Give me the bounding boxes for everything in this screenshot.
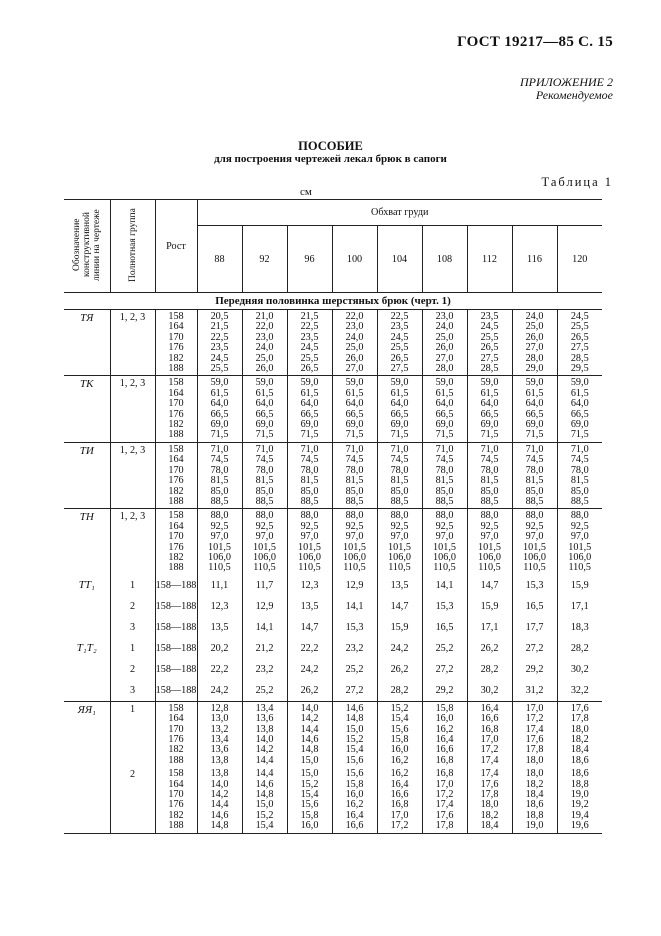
measure-value: 15,2 15,4 15,6 15,8 16,0 16,2 — [377, 701, 422, 767]
fullness-group: 2 — [110, 596, 155, 617]
measure-value: 88,0 92,5 97,0 101,5 106,0 110,5 — [467, 509, 512, 575]
measure-value: 59,0 61,5 64,0 66,5 69,0 71,5 — [557, 376, 602, 442]
measure-value: 59,0 61,5 64,0 66,5 69,0 71,5 — [242, 376, 287, 442]
measure-value: 28,2 — [557, 638, 602, 659]
height-values: 158—188 — [155, 659, 197, 680]
line-designation — [64, 767, 110, 833]
measure-value: 16,5 — [422, 617, 467, 638]
measure-value: 30,2 — [467, 680, 512, 702]
fullness-group: 1, 2, 3 — [110, 509, 155, 575]
line-designation — [64, 680, 110, 702]
measure-value: 15,9 — [467, 596, 512, 617]
line-designation — [64, 659, 110, 680]
measure-value: 13,4 13,6 13,8 14,0 14,2 14,4 — [242, 701, 287, 767]
measure-value: 12,3 — [287, 575, 332, 596]
measure-value: 59,0 61,5 64,0 66,5 69,0 71,5 — [197, 376, 242, 442]
measure-value: 71,0 74,5 78,0 81,5 85,0 88,5 — [287, 442, 332, 508]
measure-value: 12,9 — [242, 596, 287, 617]
table-row — [64, 509, 602, 575]
measure-value: 31,2 — [512, 680, 557, 702]
measure-value: 59,0 61,5 64,0 66,5 69,0 71,5 — [512, 376, 557, 442]
measure-value: 16,8 17,0 17,2 17,4 17,6 17,8 — [422, 767, 467, 833]
measure-value: 17,1 — [467, 617, 512, 638]
measure-value: 23,2 — [332, 638, 377, 659]
chest-col-96: 96 — [287, 226, 332, 293]
height-values: 158 164 170 176 182 188 — [155, 376, 197, 442]
measure-value: 88,0 92,5 97,0 101,5 106,0 110,5 — [557, 509, 602, 575]
col-designation-label: Обозначение конструктивной линии на чертеже — [71, 208, 102, 281]
measure-value: 17,1 — [557, 596, 602, 617]
measure-value: 23,5 24,5 25,5 26,5 27,5 28,5 — [467, 310, 512, 376]
measure-value: 15,9 — [557, 575, 602, 596]
measure-value: 15,8 16,0 16,2 16,4 16,6 16,8 — [422, 701, 467, 767]
col-fullness — [110, 200, 155, 293]
height-values: 158—188 — [155, 596, 197, 617]
measure-value: 88,0 92,5 97,0 101,5 106,0 110,5 — [512, 509, 557, 575]
gost-page-number: ГОСТ 19217—85 С. 15 — [457, 34, 613, 50]
measure-value: 27,2 — [332, 680, 377, 702]
chest-col-116: 116 — [512, 226, 557, 293]
measure-value: 18,3 — [557, 617, 602, 638]
measure-value: 71,0 74,5 78,0 81,5 85,0 88,5 — [332, 442, 377, 508]
height-values: 158—188 — [155, 617, 197, 638]
measure-value: 59,0 61,5 64,0 66,5 69,0 71,5 — [332, 376, 377, 442]
measure-value: 18,6 18,8 19,0 19,2 19,4 19,6 — [557, 767, 602, 833]
measure-value: 71,0 74,5 78,0 81,5 85,0 88,5 — [422, 442, 467, 508]
measure-value: 25,2 — [242, 680, 287, 702]
measure-value: 23,2 — [242, 659, 287, 680]
col-fullness-label: Полнотная группа — [127, 207, 138, 282]
measure-value: 22,2 — [197, 659, 242, 680]
measure-value: 59,0 61,5 64,0 66,5 69,0 71,5 — [377, 376, 422, 442]
measure-value: 71,0 74,5 78,0 81,5 85,0 88,5 — [377, 442, 422, 508]
measure-value: 24,0 25,0 26,0 27,0 28,0 29,0 — [512, 310, 557, 376]
table-label: Таблица 1 — [541, 175, 613, 189]
height-values: 158 164 170 176 182 188 — [155, 767, 197, 833]
measure-value: 20,2 — [197, 638, 242, 659]
measure-value: 14,7 — [467, 575, 512, 596]
chest-col-104: 104 — [377, 226, 422, 293]
table-row — [64, 701, 602, 767]
fullness-group: 1, 2, 3 — [110, 310, 155, 376]
measure-value: 18,0 18,2 18,4 18,6 18,8 19,0 — [512, 767, 557, 833]
measure-value: 22,5 23,5 24,5 25,5 26,5 27,5 — [377, 310, 422, 376]
table-row — [64, 638, 602, 659]
measure-value: 14,6 14,8 15,0 15,2 15,4 15,6 — [332, 701, 377, 767]
measure-value: 15,3 — [422, 596, 467, 617]
measure-value: 20,5 21,5 22,5 23,5 24,5 25,5 — [197, 310, 242, 376]
chest-col-88: 88 — [197, 226, 242, 293]
measure-value: 88,0 92,5 97,0 101,5 106,0 110,5 — [332, 509, 377, 575]
measure-value: 24,2 — [377, 638, 422, 659]
fullness-group: 3 — [110, 680, 155, 702]
line-designation: ЯЯ₁ — [64, 701, 110, 767]
table-row — [64, 659, 602, 680]
table-row — [64, 442, 602, 508]
measure-value: 13,5 — [377, 575, 422, 596]
measure-value: 88,0 92,5 97,0 101,5 106,0 110,5 — [422, 509, 467, 575]
measure-value: 71,0 74,5 78,0 81,5 85,0 88,5 — [467, 442, 512, 508]
appendix-label — [520, 76, 613, 102]
measure-value: 14,1 — [422, 575, 467, 596]
measure-value: 14,1 — [332, 596, 377, 617]
measure-value: 88,0 92,5 97,0 101,5 106,0 110,5 — [197, 509, 242, 575]
measure-value: 88,0 92,5 97,0 101,5 106,0 110,5 — [377, 509, 422, 575]
measure-value: 16,5 — [512, 596, 557, 617]
measure-value: 14,0 14,2 14,4 14,6 14,8 15,0 — [287, 701, 332, 767]
chest-col-120: 120 — [557, 226, 602, 293]
measure-value: 17,7 — [512, 617, 557, 638]
measure-value: 59,0 61,5 64,0 66,5 69,0 71,5 — [467, 376, 512, 442]
table-row — [64, 575, 602, 596]
measure-value: 14,7 — [377, 596, 422, 617]
chest-col-100: 100 — [332, 226, 377, 293]
measure-value: 15,3 — [512, 575, 557, 596]
measure-value: 32,2 — [557, 680, 602, 702]
pattern-table — [64, 199, 602, 834]
table-row — [64, 617, 602, 638]
measure-value: 15,3 — [332, 617, 377, 638]
measure-value: 59,0 61,5 64,0 66,5 69,0 71,5 — [287, 376, 332, 442]
table-row — [64, 310, 602, 376]
measure-value: 24,2 — [197, 680, 242, 702]
col-chest-label: Обхват груди — [371, 207, 429, 219]
measure-value: 29,2 — [422, 680, 467, 702]
height-values: 158 164 170 176 182 188 — [155, 442, 197, 508]
line-designation — [64, 617, 110, 638]
measure-value: 14,1 — [242, 617, 287, 638]
height-values: 158 164 170 176 182 188 — [155, 310, 197, 376]
measure-value: 16,4 16,6 16,8 17,0 17,2 17,4 — [467, 701, 512, 767]
measure-value: 26,2 — [377, 659, 422, 680]
measure-value: 88,0 92,5 97,0 101,5 106,0 110,5 — [287, 509, 332, 575]
line-designation — [64, 596, 110, 617]
fullness-group: 1 — [110, 638, 155, 659]
table-row — [64, 767, 602, 833]
measure-value: 16,2 16,4 16,6 16,8 17,0 17,2 — [377, 767, 422, 833]
measure-value: 28,2 — [377, 680, 422, 702]
measure-value: 21,5 22,5 23,5 24,5 25,5 26,5 — [287, 310, 332, 376]
chest-col-112: 112 — [467, 226, 512, 293]
measure-value: 71,0 74,5 78,0 81,5 85,0 88,5 — [512, 442, 557, 508]
chest-col-92: 92 — [242, 226, 287, 293]
measure-value: 22,0 23,0 24,0 25,0 26,0 27,0 — [332, 310, 377, 376]
measure-value: 26,2 — [467, 638, 512, 659]
measure-value: 11,1 — [197, 575, 242, 596]
measure-value: 14,4 14,6 14,8 15,0 15,2 15,4 — [242, 767, 287, 833]
measure-value: 12,3 — [197, 596, 242, 617]
col-height — [155, 200, 197, 293]
measure-value: 17,4 17,6 17,8 18,0 18,2 18,4 — [467, 767, 512, 833]
title-sub: для построения чертежей лекал брюк в сапоги — [214, 153, 447, 165]
height-values: 158 164 170 176 182 188 — [155, 509, 197, 575]
measure-value: 24,5 25,5 26,5 27,5 28,5 29,5 — [557, 310, 602, 376]
fullness-group: 3 — [110, 617, 155, 638]
height-values: 158—188 — [155, 680, 197, 702]
title-main: ПОСОБИЕ — [298, 139, 363, 153]
fullness-group: 1, 2, 3 — [110, 376, 155, 442]
measure-value: 71,0 74,5 78,0 81,5 85,0 88,5 — [242, 442, 287, 508]
chest-col-108: 108 — [422, 226, 467, 293]
measure-value: 11,7 — [242, 575, 287, 596]
measure-value: 71,0 74,5 78,0 81,5 85,0 88,5 — [197, 442, 242, 508]
measure-value: 22,2 — [287, 638, 332, 659]
height-values: 158—188 — [155, 575, 197, 596]
col-chest — [197, 200, 602, 226]
measure-value: 25,2 — [332, 659, 377, 680]
fullness-group: 1 — [110, 701, 155, 767]
line-designation: ТЯ — [80, 312, 94, 324]
measure-value: 15,0 15,2 15,4 15,6 15,8 16,0 — [287, 767, 332, 833]
measure-value: 13,8 14,0 14,2 14,4 14,6 14,8 — [197, 767, 242, 833]
measure-value: 25,2 — [422, 638, 467, 659]
measure-value: 12,9 — [332, 575, 377, 596]
measure-value: 17,6 17,8 18,0 18,2 18,4 18,6 — [557, 701, 602, 767]
measure-value: 29,2 — [512, 659, 557, 680]
measure-value: 71,0 74,5 78,0 81,5 85,0 88,5 — [557, 442, 602, 508]
fullness-group: 2 — [110, 659, 155, 680]
appendix-number: ПРИЛОЖЕНИЕ 2 — [520, 75, 613, 89]
measure-value: 28,2 — [467, 659, 512, 680]
height-values: 158 164 170 176 182 188 — [155, 701, 197, 767]
measure-value: 27,2 — [422, 659, 467, 680]
measure-value: 88,0 92,5 97,0 101,5 106,0 110,5 — [242, 509, 287, 575]
unit-label: см — [300, 186, 312, 198]
section-title: Передняя половинка шерстяных брюк (черт. 1) — [64, 293, 602, 310]
line-designation: ТИ — [64, 442, 110, 508]
measure-value: 21,0 22,0 23,0 24,0 25,0 26,0 — [242, 310, 287, 376]
measure-value: 17,0 17,2 17,4 17,6 17,8 18,0 — [512, 701, 557, 767]
appendix-status: Рекомендуемое — [535, 88, 613, 102]
fullness-group: 1, 2, 3 — [110, 442, 155, 508]
measure-value: 23,0 24,0 25,0 26,0 27,0 28,0 — [422, 310, 467, 376]
measure-value: 26,2 — [287, 680, 332, 702]
table-row — [64, 680, 602, 702]
line-designation: ТТ₁ — [78, 578, 95, 591]
measure-value: 14,7 — [287, 617, 332, 638]
col-designation — [64, 200, 110, 293]
document-title — [0, 140, 661, 166]
measure-value: 30,2 — [557, 659, 602, 680]
measure-value: 13,5 — [287, 596, 332, 617]
section-row — [64, 293, 602, 310]
fullness-group: 1 — [110, 575, 155, 596]
col-height-label: Рост — [166, 240, 186, 252]
measure-value: 21,2 — [242, 638, 287, 659]
table-row — [64, 376, 602, 442]
line-designation: Т₁Т₂ — [76, 641, 97, 654]
line-designation: ТН — [64, 509, 110, 575]
measure-value: 27,2 — [512, 638, 557, 659]
measure-value: 15,6 15,8 16,0 16,2 16,4 16,6 — [332, 767, 377, 833]
line-designation: ТК — [64, 376, 110, 442]
measure-value: 12,8 13,0 13,2 13,4 13,6 13,8 — [197, 701, 242, 767]
measure-value: 24,2 — [287, 659, 332, 680]
document-header — [457, 34, 613, 51]
height-values: 158—188 — [155, 638, 197, 659]
table-row — [64, 596, 602, 617]
fullness-group: 2 — [110, 767, 155, 833]
measure-value: 13,5 — [197, 617, 242, 638]
measure-value: 59,0 61,5 64,0 66,5 69,0 71,5 — [422, 376, 467, 442]
measure-value: 15,9 — [377, 617, 422, 638]
